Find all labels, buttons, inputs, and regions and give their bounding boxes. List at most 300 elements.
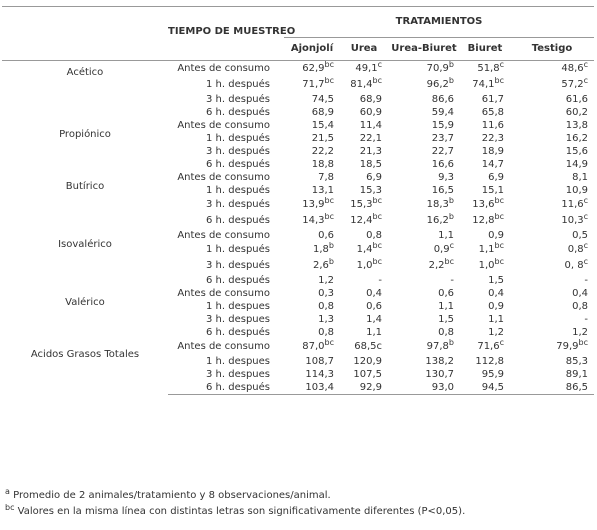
value-text: 16,2: [565, 132, 589, 144]
value-cell: [460, 77, 510, 93]
value-text: 13,1: [311, 184, 334, 196]
significance-letters: b: [448, 60, 454, 70]
value-text: 61,7: [481, 93, 504, 105]
table-row: [2, 287, 594, 300]
significance-letters: bc: [578, 338, 589, 348]
value-text: 120,9: [353, 355, 382, 367]
value-text: 1,5: [488, 274, 504, 286]
value-text: -: [584, 274, 589, 286]
value-cell: [460, 381, 510, 394]
treatment-header-biuret: Biuret: [460, 38, 510, 61]
value-text: 68,9: [359, 93, 382, 105]
sampling-time: 6 h. después: [206, 106, 270, 118]
significance-letters: bc: [324, 76, 334, 86]
value-text: 22,1: [359, 132, 382, 144]
value-text: 0,4: [366, 287, 382, 299]
footnotes: [5, 488, 465, 520]
value-text: 62,9: [302, 63, 325, 75]
value-cell: [340, 326, 388, 339]
sampling-time: Antes de consumo: [177, 229, 270, 241]
value-cell: [510, 119, 594, 132]
significance-letters: bc: [494, 257, 504, 267]
value-cell: [510, 171, 594, 184]
significance-letters: bc: [324, 196, 334, 206]
value-text: 0,4: [572, 287, 589, 299]
value-text: 103,4: [305, 381, 334, 393]
sampling-time: 3 h. después: [206, 93, 270, 105]
value-cell: [460, 61, 510, 78]
value-cell: [284, 326, 340, 339]
value-cell: [510, 61, 594, 78]
value-cell: [284, 158, 340, 171]
value-cell: [388, 300, 460, 313]
value-text: 1,8: [313, 244, 329, 256]
value-cell: [388, 93, 460, 106]
footnote-bc: [5, 504, 465, 520]
value-text: 48,6: [561, 63, 584, 75]
significance-letters: bc: [324, 60, 334, 70]
value-cell: [340, 106, 388, 119]
value-text: 0, 8: [564, 260, 584, 272]
value-text: 0,6: [366, 300, 382, 312]
value-cell: [510, 132, 594, 145]
value-text: 6,9: [488, 171, 504, 183]
significance-letters: bc: [444, 257, 454, 267]
value-cell: [460, 145, 510, 158]
value-cell: [510, 287, 594, 300]
sampling-time: Antes de consumo: [177, 287, 270, 299]
value-text: 94,5: [481, 381, 504, 393]
value-text: 0,8: [567, 244, 584, 256]
value-cell: [460, 229, 510, 242]
value-text: 89,1: [565, 368, 589, 380]
value-cell: [340, 145, 388, 158]
value-cell: [510, 229, 594, 242]
value-text: 18,3: [426, 199, 449, 211]
footnote-mark: a: [5, 487, 10, 496]
value-text: 86,5: [565, 381, 589, 393]
value-text: 0,8: [318, 326, 334, 338]
value-cell: [388, 339, 460, 355]
value-text: 1,1: [438, 229, 454, 241]
significance-letters: bc: [324, 212, 334, 222]
value-cell: [388, 287, 460, 300]
sampling-time: Antes de consumo: [177, 119, 270, 131]
value-cell: [284, 368, 340, 381]
value-text: 112,8: [475, 355, 504, 367]
value-cell: [284, 229, 340, 242]
value-cell: [388, 132, 460, 145]
value-text: 1,4: [356, 244, 373, 256]
value-text: 1,3: [318, 313, 334, 325]
significance-letters: bc: [494, 196, 504, 206]
value-text: 61,6: [565, 93, 589, 105]
table-row: [2, 339, 594, 355]
footnote-text: Valores en la misma línea con distintas letras son significativamente diferentes (P<0,05).: [14, 506, 466, 517]
value-text: 13,9: [302, 199, 325, 211]
value-text: -: [378, 274, 382, 286]
significance-letters: bc: [372, 241, 382, 251]
acid-label: Propiónico: [59, 129, 111, 140]
value-cell: [340, 355, 388, 368]
value-text: 114,3: [305, 368, 334, 380]
value-text: 14,7: [481, 158, 504, 170]
value-cell: [510, 242, 594, 258]
table-row: [2, 229, 594, 242]
sampling-time: Antes de consumo: [177, 341, 270, 353]
value-text: 0,3: [318, 287, 334, 299]
value-cell: [460, 213, 510, 229]
significance-letters: c: [499, 60, 504, 70]
value-cell: [340, 61, 388, 78]
value-cell: [510, 274, 594, 287]
value-cell: [388, 242, 460, 258]
value-text: 13,6: [472, 199, 495, 211]
value-text: 11,6: [561, 199, 584, 211]
value-cell: [284, 381, 340, 394]
significance-letters: b: [448, 338, 454, 348]
sampling-time: 1 h. después: [206, 184, 270, 196]
value-cell: [388, 313, 460, 326]
value-text: 86,6: [431, 93, 454, 105]
value-cell: [510, 158, 594, 171]
value-cell: [460, 171, 510, 184]
value-text: 49,1: [355, 63, 378, 75]
value-cell: [388, 229, 460, 242]
value-text: 13,8: [565, 119, 589, 131]
value-cell: [388, 145, 460, 158]
value-text: 60,2: [565, 106, 589, 118]
significance-letters: c: [583, 257, 589, 267]
value-text: 9,3: [438, 171, 454, 183]
value-text: 97,8: [426, 341, 449, 353]
value-text: 95,9: [481, 368, 504, 380]
value-cell: [284, 258, 340, 274]
value-text: 68,9: [311, 106, 334, 118]
sampling-time: 3 h. después: [206, 145, 270, 157]
value-text: -: [584, 313, 589, 325]
sampling-time: Antes de consumo: [177, 63, 270, 75]
value-cell: [284, 274, 340, 287]
significance-letters: bc: [372, 212, 382, 222]
significance-letters: c: [377, 60, 382, 70]
significance-letters: c: [583, 241, 589, 251]
value-text: 12,4: [350, 215, 373, 227]
value-cell: [460, 242, 510, 258]
sampling-time: Antes de consumo: [177, 171, 270, 183]
acid-label: Valérico: [65, 297, 105, 308]
value-cell: [510, 258, 594, 274]
value-text: 22,3: [481, 132, 504, 144]
value-cell: [510, 106, 594, 119]
value-cell: [388, 158, 460, 171]
significance-letters: b: [448, 212, 454, 222]
significance-letters: b: [328, 241, 334, 251]
time-column-header: TIEMPO DE MUESTREO: [168, 7, 284, 38]
value-text: 18,8: [311, 158, 334, 170]
value-cell: [340, 339, 388, 355]
value-cell: [284, 77, 340, 93]
value-text: -: [450, 274, 454, 286]
value-cell: [284, 300, 340, 313]
value-text: 79,9: [556, 341, 579, 353]
acid-label: Butírico: [65, 181, 105, 192]
value-text: 15,9: [431, 119, 454, 131]
value-cell: [340, 300, 388, 313]
value-cell: [340, 381, 388, 394]
value-text: 1,1: [478, 244, 495, 256]
value-cell: [284, 184, 340, 197]
treatment-header-testigo: Testigo: [510, 38, 594, 61]
significance-letters: c: [449, 241, 454, 251]
value-text: 1,1: [488, 313, 504, 325]
value-cell: [284, 197, 340, 213]
sampling-time: 3 h. despues: [206, 313, 270, 325]
value-text: 74,5: [311, 93, 334, 105]
value-text: 15,3: [359, 184, 382, 196]
value-text: 1,1: [366, 326, 382, 338]
value-cell: [284, 132, 340, 145]
value-cell: [388, 119, 460, 132]
value-cell: [284, 106, 340, 119]
significance-letters: c: [499, 338, 504, 348]
significance-letters: bc: [372, 257, 382, 267]
sampling-time: 1 h. después: [206, 132, 270, 144]
sampling-time: 1 h. después: [206, 79, 270, 91]
value-cell: [460, 184, 510, 197]
value-text: 2,6: [313, 260, 329, 272]
value-cell: [340, 197, 388, 213]
value-cell: [284, 171, 340, 184]
value-cell: [284, 287, 340, 300]
value-text: 68,5c: [354, 341, 382, 353]
significance-letters: b: [328, 257, 334, 267]
value-cell: [284, 145, 340, 158]
value-text: 130,7: [425, 368, 454, 380]
significance-letters: c: [583, 76, 589, 86]
value-cell: [340, 171, 388, 184]
value-cell: [340, 184, 388, 197]
value-cell: [388, 213, 460, 229]
value-text: 0,9: [433, 244, 450, 256]
footnote-a: [5, 488, 465, 504]
value-cell: [510, 77, 594, 93]
significance-letters: c: [583, 60, 589, 70]
sampling-time: 3 h. después: [206, 260, 270, 272]
value-cell: [340, 93, 388, 106]
value-text: 1,4: [366, 313, 382, 325]
value-text: 15,6: [565, 145, 589, 157]
value-cell: [388, 77, 460, 93]
value-cell: [340, 229, 388, 242]
value-text: 93,0: [431, 381, 454, 393]
value-text: 85,3: [565, 355, 589, 367]
value-text: 15,4: [311, 119, 334, 131]
value-text: 71,7: [302, 79, 325, 91]
treatment-header-urea-biuret: Urea-Biuret: [388, 38, 460, 61]
value-text: 14,9: [565, 158, 589, 170]
value-cell: [460, 274, 510, 287]
value-text: 22,7: [431, 145, 454, 157]
value-cell: [460, 197, 510, 213]
value-text: 51,8: [477, 63, 500, 75]
value-text: 1,2: [488, 326, 504, 338]
value-cell: [510, 326, 594, 339]
value-cell: [460, 132, 510, 145]
value-text: 0,9: [488, 300, 504, 312]
value-cell: [460, 93, 510, 106]
value-cell: [460, 258, 510, 274]
value-cell: [284, 61, 340, 78]
value-cell: [460, 287, 510, 300]
value-text: 0,8: [438, 326, 454, 338]
value-text: 138,2: [425, 355, 454, 367]
value-text: 16,2: [426, 215, 449, 227]
value-cell: [388, 274, 460, 287]
value-text: 71,6: [477, 341, 500, 353]
value-cell: [510, 145, 594, 158]
significance-letters: bc: [494, 241, 504, 251]
value-cell: [510, 368, 594, 381]
value-cell: [510, 213, 594, 229]
value-text: 11,4: [359, 119, 382, 131]
value-cell: [340, 77, 388, 93]
value-cell: [340, 132, 388, 145]
value-text: 57,2: [561, 79, 584, 91]
value-cell: [510, 300, 594, 313]
value-text: 8,1: [572, 171, 589, 183]
significance-letters: bc: [494, 212, 504, 222]
value-text: 11,6: [481, 119, 504, 131]
table-body: [2, 61, 594, 395]
value-cell: [284, 355, 340, 368]
value-cell: [284, 242, 340, 258]
value-text: 1,2: [572, 326, 589, 338]
value-text: 14,3: [302, 215, 325, 227]
value-cell: [388, 106, 460, 119]
value-cell: [460, 368, 510, 381]
value-text: 7,8: [318, 171, 334, 183]
value-text: 107,5: [353, 368, 382, 380]
value-text: 59,4: [431, 106, 454, 118]
value-text: 16,6: [431, 158, 454, 170]
acid-label: Acético: [66, 67, 104, 78]
value-cell: [284, 313, 340, 326]
value-text: 22,2: [311, 145, 334, 157]
value-text: 15,3: [350, 199, 373, 211]
value-cell: [460, 326, 510, 339]
value-cell: [460, 300, 510, 313]
value-text: 70,9: [426, 63, 449, 75]
value-cell: [340, 313, 388, 326]
value-cell: [340, 274, 388, 287]
treatment-header-ajonjoli: Ajonjolí: [284, 38, 340, 61]
sampling-time: 3 h. después: [206, 199, 270, 211]
value-text: 18,5: [359, 158, 382, 170]
value-cell: [460, 313, 510, 326]
value-cell: [510, 355, 594, 368]
value-cell: [460, 119, 510, 132]
value-text: 10,3: [561, 215, 584, 227]
significance-letters: c: [583, 196, 589, 206]
value-cell: [388, 381, 460, 394]
value-text: 92,9: [359, 381, 382, 393]
acid-label: Isovalérico: [58, 239, 112, 250]
value-cell: [340, 213, 388, 229]
value-cell: [340, 258, 388, 274]
value-cell: [510, 339, 594, 355]
value-cell: [460, 106, 510, 119]
value-cell: [340, 287, 388, 300]
value-cell: [340, 119, 388, 132]
acid-label: Acidos Grasos Totales: [30, 349, 140, 360]
value-text: 0,9: [488, 229, 504, 241]
significance-letters: bc: [494, 76, 504, 86]
sampling-time: 6 h. después: [206, 215, 270, 227]
value-text: 6,9: [366, 171, 382, 183]
value-text: 21,3: [359, 145, 382, 157]
value-text: 0,8: [366, 229, 382, 241]
footnote-text: Promedio de 2 animales/tratamiento y 8 observaciones/animal.: [9, 490, 331, 501]
significance-letters: b: [448, 196, 454, 206]
value-cell: [284, 339, 340, 355]
value-text: 74,1: [472, 79, 495, 91]
value-cell: [388, 355, 460, 368]
value-cell: [388, 171, 460, 184]
value-text: 0,8: [318, 300, 334, 312]
value-text: 1,1: [438, 300, 454, 312]
value-text: 0,6: [438, 287, 454, 299]
value-text: 2,2: [428, 260, 445, 272]
footnote-mark: bc: [5, 503, 15, 512]
significance-letters: bc: [324, 338, 334, 348]
value-cell: [284, 119, 340, 132]
value-text: 15,1: [481, 184, 504, 196]
results-table: [2, 6, 594, 395]
value-cell: [388, 184, 460, 197]
value-cell: [388, 197, 460, 213]
sampling-time: 6 h. después: [206, 274, 270, 286]
sampling-time: 1 h. despues: [206, 355, 270, 367]
value-cell: [388, 258, 460, 274]
significance-letters: b: [448, 76, 454, 86]
value-text: 108,7: [305, 355, 334, 367]
sampling-time: 6 h. después: [206, 326, 270, 338]
value-cell: [510, 381, 594, 394]
value-text: 65,8: [481, 106, 504, 118]
value-text: 81,4: [350, 79, 373, 91]
value-cell: [340, 368, 388, 381]
value-cell: [388, 61, 460, 78]
significance-letters: c: [583, 212, 589, 222]
significance-letters: bc: [372, 196, 382, 206]
value-cell: [284, 213, 340, 229]
value-cell: [510, 93, 594, 106]
significance-letters: bc: [372, 76, 382, 86]
value-cell: [460, 339, 510, 355]
value-text: 0,5: [572, 229, 589, 241]
value-text: 12,8: [472, 215, 495, 227]
value-text: 60,9: [359, 106, 382, 118]
treatment-header-urea: Urea: [340, 38, 388, 61]
table-row: [2, 171, 594, 184]
value-text: 0,6: [318, 229, 334, 241]
value-text: 16,5: [431, 184, 454, 196]
value-cell: [340, 242, 388, 258]
value-text: 18,9: [481, 145, 504, 157]
sampling-time: 1 h. después: [206, 244, 270, 256]
value-text: 1,0: [356, 260, 373, 272]
